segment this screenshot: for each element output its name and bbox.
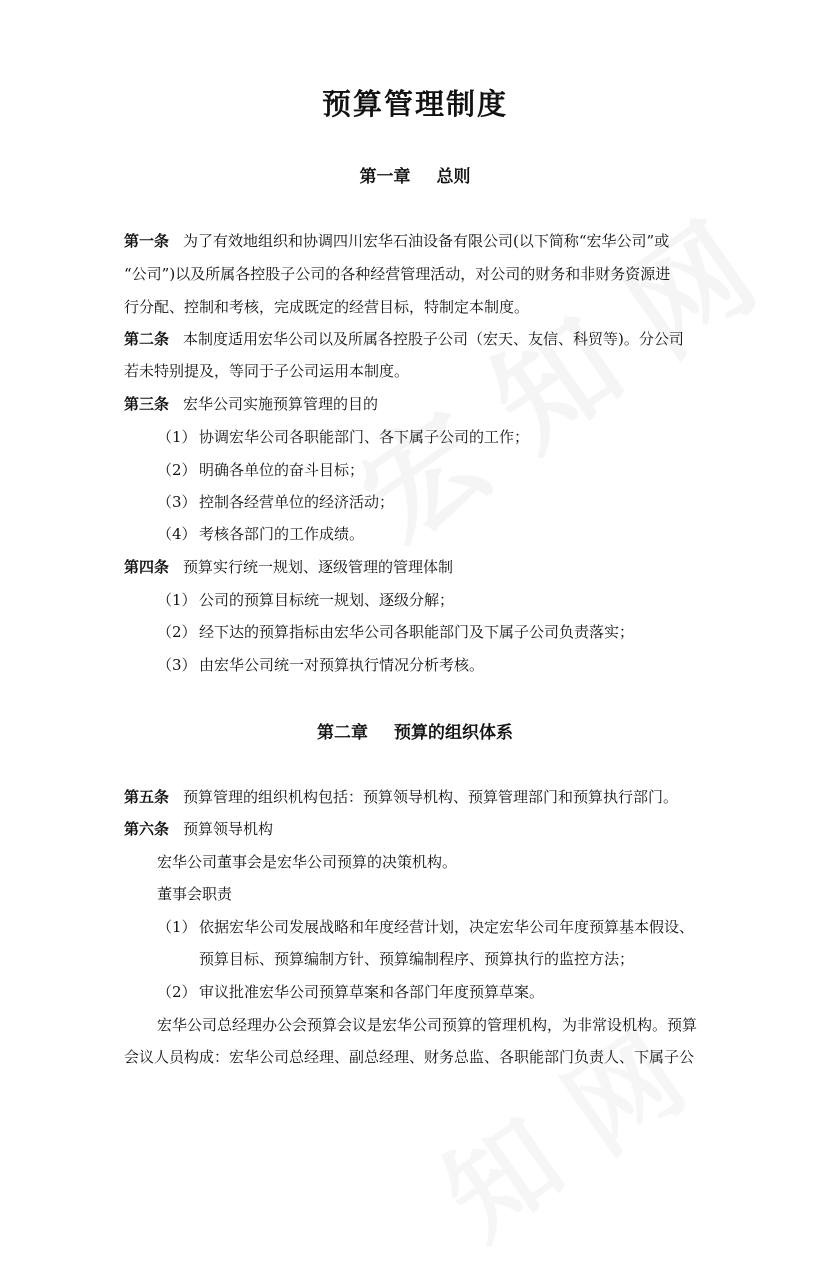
article-6-para-4: 会议人员构成：宏华公司总经理、副总经理、财务总监、各职能部门负责人、下属子公: [124, 1048, 695, 1066]
chapter-1-label: 第一章: [359, 167, 411, 187]
article-1-line-1: 为了有效地组织和协调四川宏华石油设备有限公司(以下简称“宏华公司”或: [183, 232, 670, 250]
article-3-item-2: （2） 明确各单位的奋斗目标；: [157, 461, 365, 479]
article-3: [124, 393, 378, 414]
chapter-1-name: 总则: [436, 167, 471, 187]
article-4-item-2: （2） 经下达的预算指标由宏华公司各职能部门及下属子公司负责落实；: [157, 623, 635, 641]
chapter-2-label: 第二章: [317, 723, 368, 743]
article-4-label: 第四条: [124, 558, 170, 576]
article-6: [124, 818, 273, 839]
article-6-item-2: （2） 审议批准宏华公司预算草案和各部门年度预算草案。: [157, 983, 545, 1001]
article-6-label: 第六条: [124, 820, 170, 838]
article-6-item-1-continued: 预算目标、预算编制方针、预算编制程序、预算执行的监控方法；: [199, 950, 635, 968]
article-4-item-1: （1） 公司的预算目标统一规划、逐级分解；: [157, 591, 455, 609]
article-5-label: 第五条: [124, 788, 170, 806]
article-4-item-3: （3） 由宏华公司统一对预算执行情况分析考核。: [157, 656, 485, 674]
article-3-item-3: （3） 控制各经营单位的经济活动；: [157, 493, 395, 511]
chapter-1-heading: [0, 162, 830, 187]
article-1-line-3: 行分配、控制和考核，完成既定的经营目标，特制定本制度。: [124, 298, 530, 316]
article-6-text: 预算领导机构: [183, 820, 274, 838]
article-1-label: 第一条: [124, 232, 170, 250]
article-6-para-1: 宏华公司董事会是宏华公司预算的决策机构。: [157, 853, 458, 871]
article-1: [124, 230, 669, 251]
article-6-item-1: （1） 依据宏华公司发展战略和年度经营计划，决定宏华公司年度预算基本假设、: [157, 918, 695, 936]
article-4-text: 预算实行统一规划、逐级管理的管理体制: [183, 558, 454, 576]
article-6-para-3: 宏华公司总经理办公会预算会议是宏华公司预算的管理机构，为非常设机构。预算: [157, 1016, 698, 1034]
article-3-item-1: （1） 协调宏华公司各职能部门、各下属子公司的工作；: [157, 428, 530, 446]
page-title: 预算管理制度: [321, 87, 508, 121]
article-3-text: 宏华公司实施预算管理的目的: [183, 395, 379, 413]
article-4: [124, 556, 453, 577]
article-2: [124, 328, 684, 349]
article-2-line-1: 本制度适用宏华公司以及所属各控股子公司（宏天、友信、科贸等)。分公司: [183, 330, 684, 348]
article-1-line-2: “公司”)以及所属各控股子公司的各种经营管理活动，对公司的财务和非财务资源进: [124, 265, 671, 283]
chapter-2-name: 预算的组织体系: [394, 723, 513, 743]
article-3-label: 第三条: [124, 395, 170, 413]
article-6-para-2: 董事会职责: [157, 885, 233, 903]
article-2-label: 第二条: [124, 330, 170, 348]
article-3-item-4: （4） 考核各部门的工作成绩。: [157, 525, 365, 543]
article-5: [124, 786, 678, 807]
article-5-text: 预算管理的组织机构包括：预算领导机构、预算管理部门和预算执行部门。: [183, 788, 679, 806]
article-2-line-2: 若未特别提及，等同于子公司运用本制度。: [124, 362, 410, 380]
chapter-2-heading: [0, 718, 830, 743]
